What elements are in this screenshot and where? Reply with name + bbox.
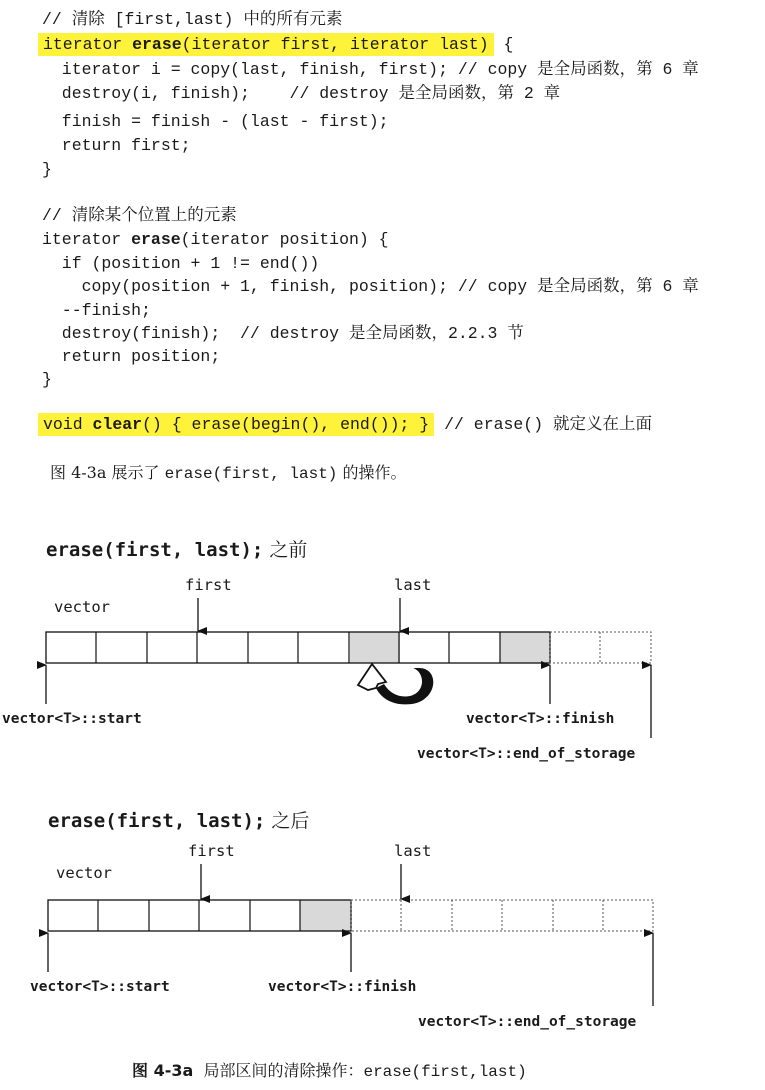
before-vector-cells <box>46 632 651 663</box>
after-vector-label: vector <box>56 864 112 882</box>
before-vector-label: vector <box>54 598 110 616</box>
code-return-first: return first; <box>42 136 191 155</box>
before-finish-label: vector<T>::finish <box>466 711 615 727</box>
after-first-label: first <box>188 842 235 860</box>
code-copy-position-line: copy(position + 1, finish, position); // copy 是全局函数，第 6 章 <box>42 277 699 296</box>
before-shaded-cell-first-moved <box>350 632 400 663</box>
code-copy-line: iterator i = copy(last, finish, first); // copy 是全局函数，第 6 章 <box>42 60 699 79</box>
code-finish-line: finish = finish - (last - first); <box>42 112 389 131</box>
figure-caption: 图 4-3a 局部区间的清除操作：erase(first,last) <box>132 1061 527 1081</box>
after-vector-cells <box>48 900 653 931</box>
comment-erase-position: // 清除某个位置上的元素 <box>42 206 237 225</box>
after-shaded-cell <box>300 900 351 931</box>
erase-range-signature: iterator erase(iterator first, iterator last) { <box>38 35 513 55</box>
before-eos-label: vector<T>::end_of_storage <box>417 746 636 762</box>
comment-erase-range: // 清除 [first,last) 中的所有元素 <box>42 10 343 29</box>
code-return-position: return position; <box>42 347 221 366</box>
before-diagram-title: erase(first, last); 之前 <box>46 539 308 561</box>
after-eos-label: vector<T>::end_of_storage <box>418 1014 637 1030</box>
before-shaded-cell-end <box>500 632 550 663</box>
erase-position-signature: iterator erase(iterator position) { <box>42 230 389 249</box>
code-destroy-line: destroy(i, finish); // destroy 是全局函数，第 2 章 <box>42 84 561 103</box>
after-diagram-title: erase(first, last); 之后 <box>48 810 310 832</box>
before-last-label: last <box>394 576 432 594</box>
clear-function-line: void clear() { erase(begin(), end()); } // erase() 就定义在上面 <box>38 415 652 435</box>
intro-paragraph: 图 4-3a 展示了 erase(first, last) 的操作。 <box>50 463 407 483</box>
code-if-line: if (position + 1 != end()) <box>42 254 320 273</box>
before-first-label: first <box>185 576 232 594</box>
after-finish-label: vector<T>::finish <box>268 979 417 995</box>
code-destroy-finish: destroy(finish); // destroy 是全局函数，2.2.3 节 <box>42 324 524 343</box>
code-dec-finish: --finish; <box>42 301 151 320</box>
code-close-brace-2: } <box>42 370 52 389</box>
before-start-label: vector<T>::start <box>2 711 142 727</box>
after-last-label: last <box>394 842 432 860</box>
after-start-label: vector<T>::start <box>30 979 170 995</box>
code-close-brace-1: } <box>42 160 52 179</box>
copy-curved-arrow-icon <box>358 664 433 704</box>
